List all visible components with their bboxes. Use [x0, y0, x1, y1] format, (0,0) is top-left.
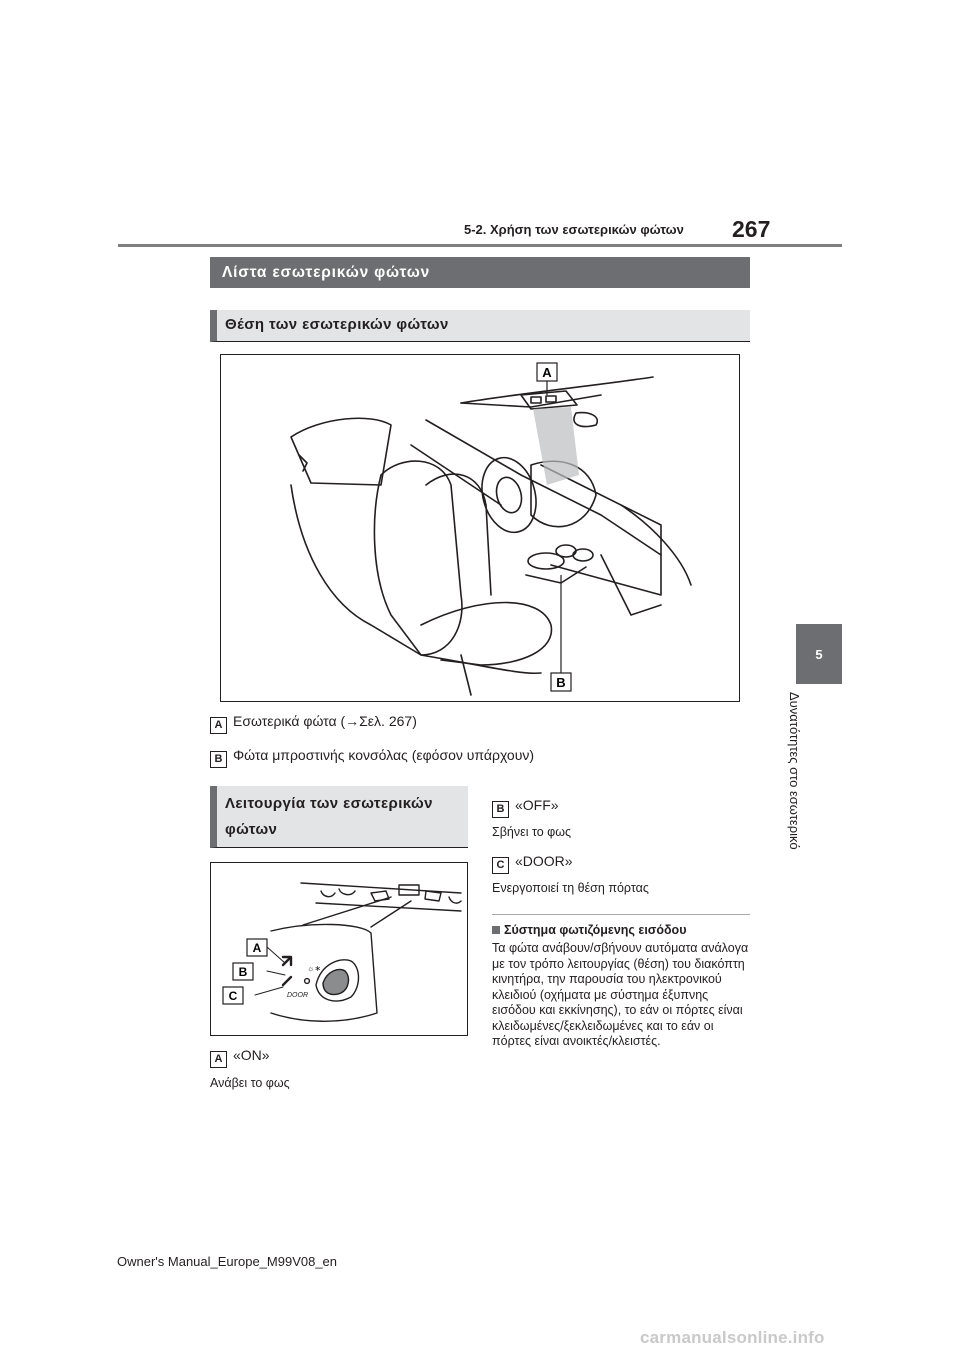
- watermark: carmanualsonline.info: [640, 1328, 825, 1347]
- position-on-desc: Ανάβει το φως: [210, 1076, 290, 1090]
- svg-text:B: B: [238, 965, 248, 979]
- light-switch-figure: [210, 862, 468, 1036]
- switch-callout-b: [233, 963, 253, 980]
- note-bullet-icon: [492, 926, 500, 934]
- header-divider: [118, 244, 842, 247]
- position-off-desc: Σβήνει το φως: [492, 825, 572, 839]
- position-on: A «ON»: [210, 1047, 270, 1068]
- callout-b: [551, 673, 571, 691]
- svg-text:A: A: [252, 941, 262, 955]
- badge-a: A: [210, 1051, 227, 1068]
- location-heading: Θέση των εσωτερικών φώτων: [210, 310, 750, 342]
- position-door: C «DOOR»: [492, 853, 573, 874]
- badge-a: A: [210, 717, 227, 734]
- legend-item-b: B Φώτα μπροστινής κονσόλας (εφόσον υπάρχουν): [210, 747, 534, 768]
- chapter-tab[interactable]: [796, 624, 842, 684]
- svg-text:C: C: [228, 989, 238, 1003]
- badge-b: B: [210, 751, 227, 768]
- svg-text:B: B: [556, 675, 566, 690]
- footer-text: Owner's Manual_Europe_M99V08_en: [117, 1254, 338, 1269]
- legend-item-a: A Εσωτερικά φώτα (→Σελ. 267): [210, 713, 417, 734]
- svg-text:DOOR: DOOR: [287, 992, 308, 999]
- section-title: 5-2. Χρήση των εσωτερικών φώτων: [464, 222, 684, 237]
- svg-text:☼∗: ☼∗: [307, 964, 322, 973]
- callout-a: [537, 363, 557, 381]
- svg-text:A: A: [542, 365, 552, 380]
- operation-heading: Λειτουργία των εσωτερικών φώτων: [210, 786, 468, 848]
- page-number: 267: [732, 216, 771, 242]
- note-divider: [492, 914, 750, 915]
- interior-lights-location-figure: [220, 354, 740, 702]
- chapter-number: 5: [815, 646, 823, 662]
- position-off: B «OFF»: [492, 797, 559, 818]
- position-door-desc: Ενεργοποιεί τη θέση πόρτας: [492, 881, 649, 895]
- main-heading: Λίστα εσωτερικών φώτων: [210, 257, 750, 288]
- switch-callout-a: [247, 939, 267, 956]
- note-body: Τα φώτα ανάβουν/σβήνουν αυτόματα ανάλογα με τον τρόπο λειτουργίας (θέση) του διακόπτη κινητήρα, την παρουσία του ηλεκτρονικού κλειδιού (οχήματα με σύστημα έξυπνης εισόδου και εκκίνησης), το εάν οι πόρτες είναι κλειδωμένες/ξεκλειδωμένες και το εάν οι πόρτες είναι ανοικτές/κλειστές.: [492, 941, 749, 1048]
- car-interior-illustration: [221, 355, 739, 701]
- chapter-label: Δυνατότητες στο εσωτερικό: [787, 692, 802, 850]
- note-title: Σύστημα φωτιζόμενης εισόδου: [492, 923, 686, 937]
- badge-c: C: [492, 857, 509, 874]
- switch-illustration: [211, 863, 467, 1035]
- badge-b: B: [492, 801, 509, 818]
- switch-callout-c: [223, 987, 243, 1004]
